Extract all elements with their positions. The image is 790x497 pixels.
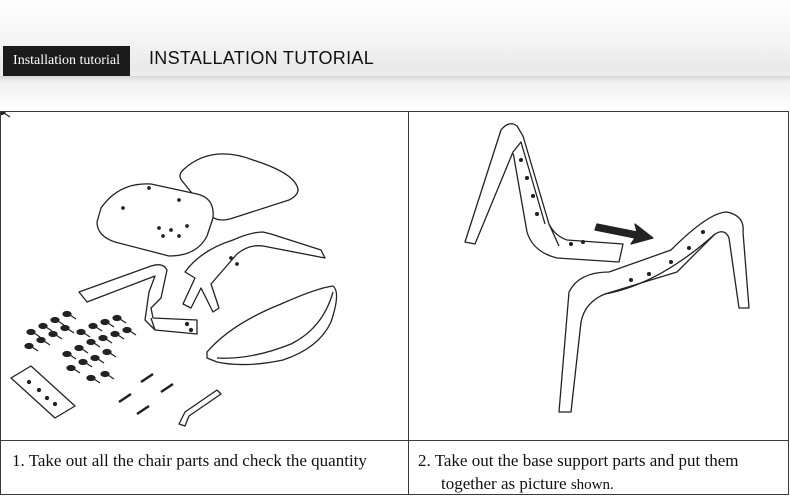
allen-key-icon [179, 390, 221, 426]
step1-caption: 1. Take out all the chair parts and check the quantity [12, 451, 367, 470]
seat-panel-icon [97, 184, 213, 256]
panel-divider-horizontal [0, 440, 789, 441]
header-divider [0, 76, 790, 82]
tab-label: Installation tutorial [3, 46, 130, 76]
connector-plate-icon [11, 366, 75, 418]
step2-illustration [409, 112, 789, 440]
step2-caption-line2 [441, 472, 614, 497]
seat-shell-icon [207, 286, 337, 365]
page-title: INSTALLATION TUTORIAL [149, 48, 375, 68]
base-frame-icon [465, 124, 623, 262]
step2-caption-text: together as picture [441, 474, 567, 493]
leg-frame-icon [79, 265, 197, 334]
step1-illustration [1, 112, 407, 440]
step2-caption-tail: shown. [570, 477, 614, 493]
step2-caption-line1: 2. Take out the base support parts and put them [418, 451, 739, 470]
arrow-icon [595, 224, 653, 244]
